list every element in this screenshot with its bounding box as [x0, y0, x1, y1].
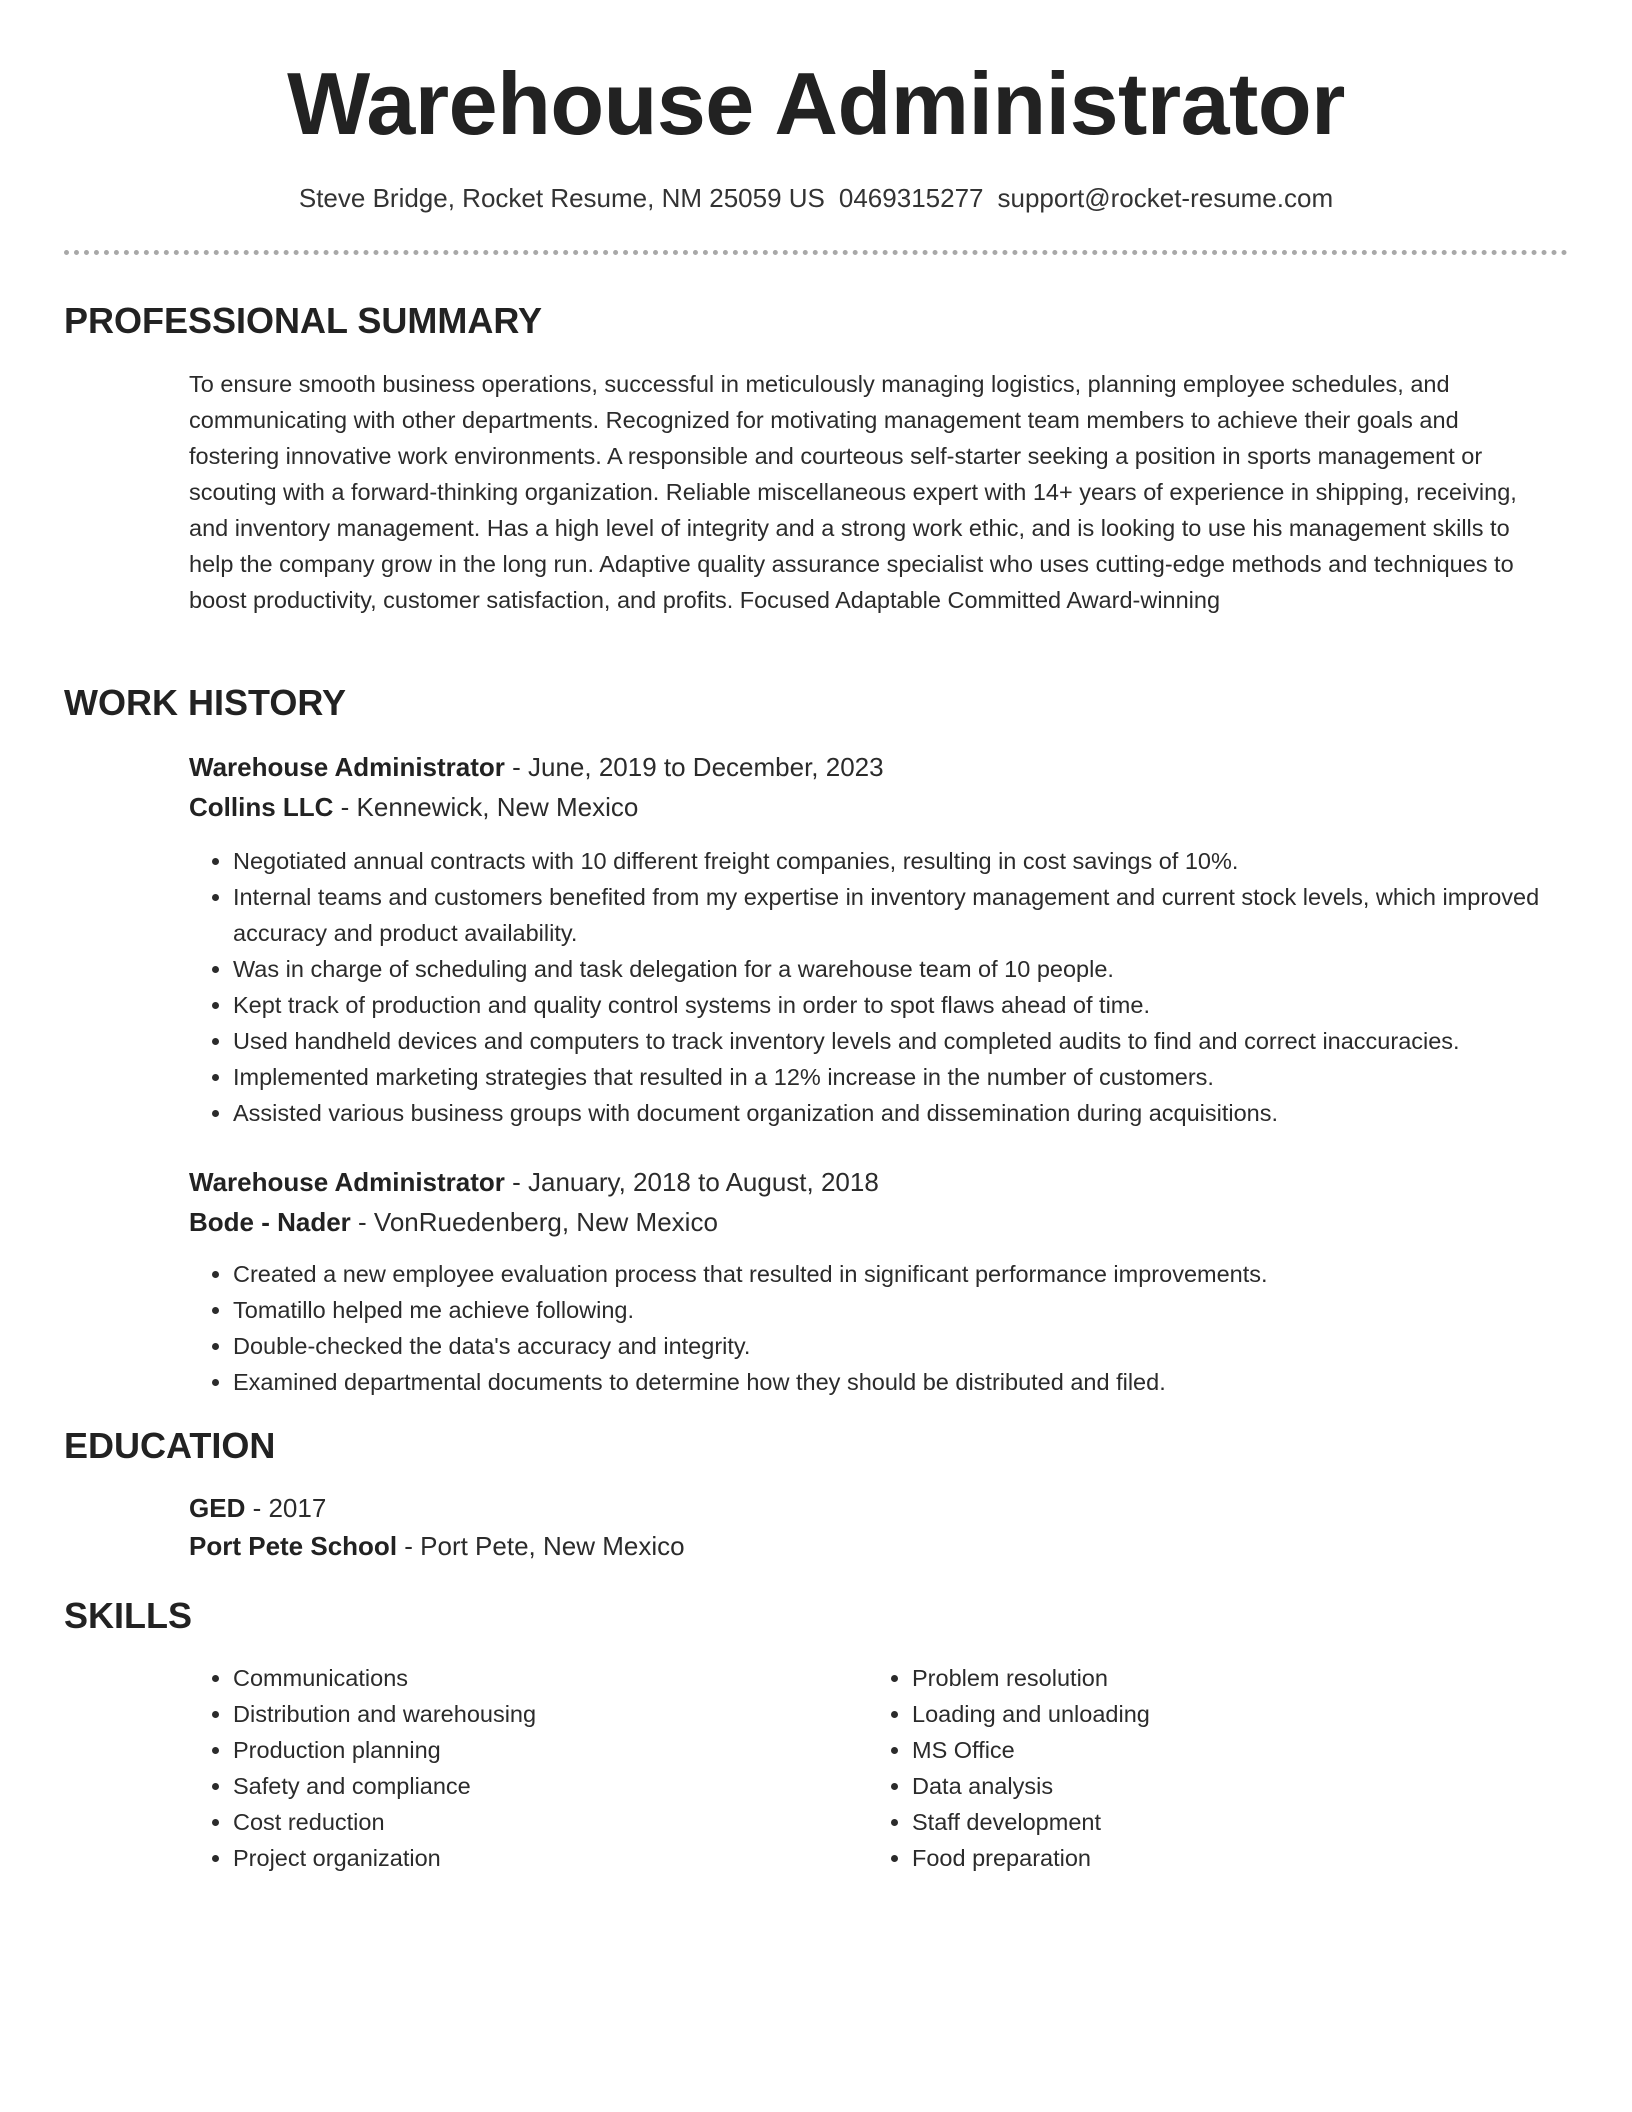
list-item: • Loading and unloading — [912, 1696, 1532, 1732]
summary-text: To ensure smooth business operations, successful in meticulously managing logistics, planning employee schedules, and communicating with other departments. Recognized for motivating management team members to achieve their goals and fostering innovative work environments. A responsible and courteous self-starter seeking a position in sports management or scouting with a forward-thinking organization. Reliable miscellaneous expert with 14+ years of experience in shipping, receiving, and inventory management. Has a high level of integrity and a strong work ethic, and is looking to use his management skills to help the company grow in the long run. Adaptive quality assurance specialist who uses cutting-edge methods and techniques to boost productivity, customer satisfaction, and profits. Focused Adaptable Committed Award-winning — [189, 371, 1517, 613]
job-2-bullets — [189, 1256, 1598, 1400]
education-year: - 2017 — [245, 1493, 327, 1523]
skills-heading: SKILLS — [64, 1595, 193, 1636]
job-2-dates: - January, 2018 to August, 2018 — [504, 1167, 879, 1197]
list-item: • Data analysis — [912, 1768, 1532, 1804]
list-item: • Distribution and warehousing — [233, 1696, 853, 1732]
list-item: • Production planning — [233, 1732, 853, 1768]
job-1-title-line — [189, 750, 884, 784]
list-item: • Assisted various business groups with document organization and dissemination during acquisitions. — [233, 1095, 1598, 1131]
summary-heading: PROFESSIONAL SUMMARY — [64, 300, 543, 341]
job-2-title: Warehouse Administrator — [189, 1167, 505, 1197]
contact-address: Steve Bridge, Rocket Resume, NM 25059 US — [298, 183, 825, 213]
list-item: • Created a new employee evaluation process that resulted in significant performance improvements. — [233, 1256, 1598, 1292]
work-history-heading: WORK HISTORY — [64, 682, 347, 723]
list-item: • Staff development — [912, 1804, 1532, 1840]
list-item: • Internal teams and customers benefited from my expertise in inventory management and current stock levels, which improved accuracy and product availability. — [233, 879, 1598, 951]
job-2-location: - VonRuedenberg, New Mexico — [350, 1207, 718, 1237]
list-item: • MS Office — [912, 1732, 1532, 1768]
list-item: • Tomatillo helped me achieve following. — [233, 1292, 1598, 1328]
list-item: • Problem resolution — [912, 1660, 1532, 1696]
list-item: • Implemented marketing strategies that resulted in a 12% increase in the number of customers. — [233, 1059, 1598, 1095]
job-1-bullets — [189, 843, 1598, 1131]
education-degree-line — [189, 1491, 326, 1525]
education-school: Port Pete School — [189, 1531, 398, 1561]
list-item: • Used handheld devices and computers to track inventory levels and completed audits to find and correct inaccuracies. — [233, 1023, 1598, 1059]
education-degree: GED — [189, 1493, 246, 1523]
header-divider — [64, 250, 1568, 255]
job-2-company: Bode - Nader — [189, 1207, 351, 1237]
list-item: • Project organization — [233, 1840, 853, 1876]
list-item: • Cost reduction — [233, 1804, 853, 1840]
contact-line — [0, 181, 1632, 215]
job-1-company: Collins LLC — [189, 792, 334, 822]
job-1-dates: - June, 2019 to December, 2023 — [504, 752, 884, 782]
list-item: • Communications — [233, 1660, 853, 1696]
job-2-title-line — [189, 1165, 879, 1199]
education-school-line — [189, 1529, 685, 1563]
list-item: • Double-checked the data's accuracy and integrity. — [233, 1328, 1598, 1364]
contact-phone: 0469315277 — [838, 183, 984, 213]
education-location: - Port Pete, New Mexico — [397, 1531, 685, 1561]
education-heading: EDUCATION — [64, 1425, 276, 1466]
list-item: • Safety and compliance — [233, 1768, 853, 1804]
list-item: • Examined departmental documents to determine how they should be distributed and filed. — [233, 1364, 1598, 1400]
list-item: • Negotiated annual contracts with 10 different freight companies, resulting in cost savings of 10%. — [233, 843, 1598, 879]
contact-email: support@rocket-resume.com — [997, 183, 1334, 213]
resume-title: Warehouse Administrator — [287, 54, 1345, 153]
job-1-location: - Kennewick, New Mexico — [333, 792, 639, 822]
job-2-company-line — [189, 1205, 718, 1239]
skills-list-right — [868, 1660, 1532, 1876]
job-1-title: Warehouse Administrator — [189, 752, 505, 782]
job-1-company-line — [189, 790, 638, 824]
list-item: • Food preparation — [912, 1840, 1532, 1876]
skills-list-left — [189, 1660, 853, 1876]
list-item: • Kept track of production and quality control systems in order to spot flaws ahead of time. — [233, 987, 1598, 1023]
list-item: • Was in charge of scheduling and task delegation for a warehouse team of 10 people. — [233, 951, 1598, 987]
